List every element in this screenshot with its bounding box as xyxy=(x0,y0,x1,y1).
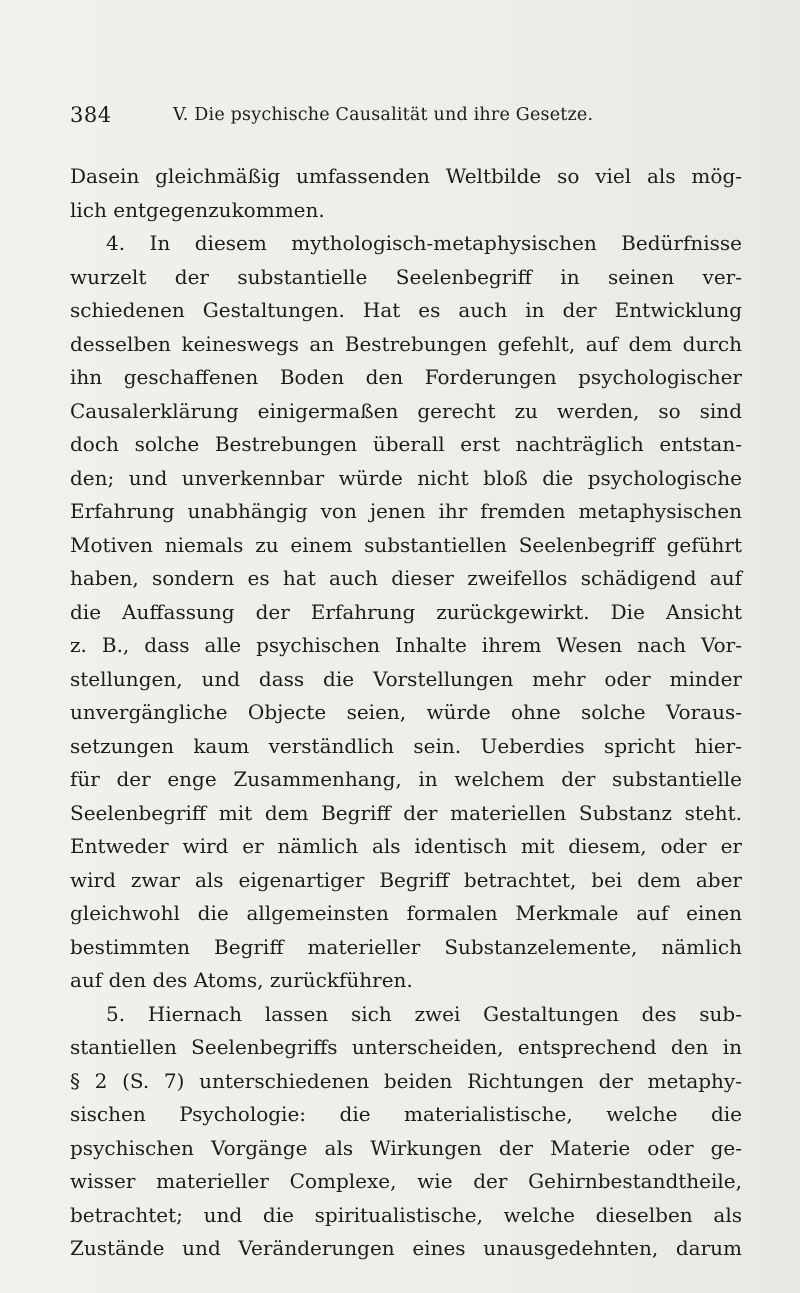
body-text xyxy=(70,160,742,1266)
text-line: Erfahrung unabhängig von jenen ihr fremden metaphysischen xyxy=(70,499,742,523)
text-line: für der enge Zusammenhang, in welchem der substantielle xyxy=(70,767,742,791)
text-line: psychischen Vorgänge als Wirkungen der Materie oder ge- xyxy=(70,1135,742,1160)
text-line: 5. Hiernach lassen sich zwei Gestaltungen des sub- xyxy=(106,1001,742,1026)
text-line: lich entgegenzukommen. xyxy=(70,197,325,222)
text-line: die Auffassung der Erfahrung zurückgewirkt. Die Ansicht xyxy=(70,599,742,624)
text-line: gleichwohl die allgemeinsten formalen Merkmale auf einen xyxy=(70,901,742,925)
text-line: stellungen, und dass die Vorstellungen mehr oder minder xyxy=(70,666,742,691)
text-line: desselben keineswegs an Bestrebungen gefehlt, auf dem durch xyxy=(70,331,742,356)
text-line: wisser materieller Complexe, wie der Gehirnbestandtheile, xyxy=(70,1169,742,1193)
text-line: betrachtet; und die spiritualistische, welche dieselben als xyxy=(70,1202,742,1227)
text-line: Causalerklärung einigermaßen gerecht zu werden, so sind xyxy=(70,398,742,423)
text-line: stantiellen Seelenbegriffs unterscheiden, entsprechend den in xyxy=(70,1035,742,1059)
text-line: Zustände und Veränderungen eines unausgedehnten, darum xyxy=(70,1236,742,1260)
text-line: unvergängliche Objecte seien, würde ohne solche Voraus- xyxy=(70,700,742,724)
text-line: Dasein gleichmäßig umfassenden Weltbilde so viel als mög- xyxy=(70,164,742,188)
text-line: Motiven niemals zu einem substantiellen Seelenbegriff geführt xyxy=(70,532,742,557)
text-line: ihn geschaffenen Boden den Forderungen psychologischer xyxy=(70,365,742,389)
text-line: haben, sondern es hat auch dieser zweifellos schädigend auf xyxy=(70,566,742,590)
text-line: den; und unverkennbar würde nicht bloß die psychologische xyxy=(70,465,742,490)
text-line: schiedenen Gestaltungen. Hat es auch in der Entwicklung xyxy=(70,298,742,322)
text-line: bestimmten Begriff materieller Substanzelemente, nämlich xyxy=(70,934,742,959)
text-line: wurzelt der substantielle Seelenbegriff in seinen ver- xyxy=(70,264,742,289)
text-line: z. B., dass alle psychischen Inhalte ihrem Wesen nach Vor- xyxy=(70,633,742,657)
text-line: doch solche Bestrebungen überall erst nachträglich entstan- xyxy=(70,432,742,456)
text-line: auf den des Atoms, zurückführen. xyxy=(70,968,413,992)
running-title: V. Die psychische Causalität und ihre Gesetze. xyxy=(173,105,594,125)
text-line: 4. In diesem mythologisch-metaphysischen Bedürfnisse xyxy=(106,231,742,255)
text-line: wird zwar als eigenartiger Begriff betrachtet, bei dem aber xyxy=(70,867,742,892)
text-line: sischen Psychologie: die materialistische, welche die xyxy=(70,1102,742,1126)
text-line: § 2 (S. 7) unterschiedenen beiden Richtungen der metaphy- xyxy=(70,1068,742,1093)
text-line: setzungen kaum verständlich sein. Ueberdies spricht hier- xyxy=(70,733,742,758)
page-number: 384 xyxy=(70,103,112,127)
page-header xyxy=(70,103,740,139)
text-line: Entweder wird er nämlich als identisch mit diesem, oder er xyxy=(70,834,742,858)
text-line: Seelenbegriff mit dem Begriff der materiellen Substanz steht. xyxy=(70,800,742,825)
